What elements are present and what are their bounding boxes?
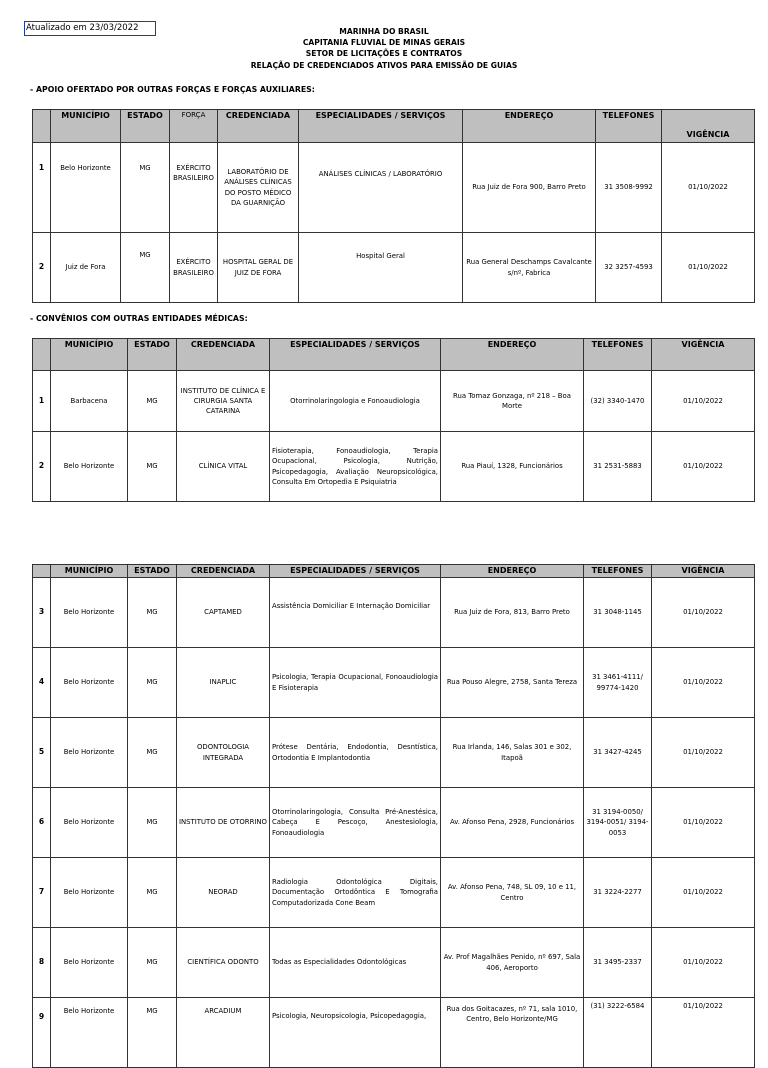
cell-vigencia: 01/10/2022 xyxy=(662,233,755,303)
cell-credenciada: ODONTOLOGIA INTEGRADA xyxy=(177,718,270,788)
cell-especialidades: Hospital Geral xyxy=(299,233,463,303)
table-row xyxy=(33,578,755,648)
row-index: 6 xyxy=(33,788,51,858)
table-row xyxy=(33,858,755,928)
col-estado: ESTADO xyxy=(128,565,177,578)
col-credenciada: CREDENCIADA xyxy=(177,339,270,371)
cell-especialidades: Otorrinolaringologia, Consulta Pré-Anestésica, Cabeça E Pescoço, Anestesiologia, Fonoaudiologia xyxy=(270,788,441,858)
cell-estado: MG xyxy=(121,233,170,303)
cell-especialidades: Psicologia, Neuropsicologia, Psicopedagogia, xyxy=(270,998,441,1068)
cell-endereco: Rua dos Goitacazes, nº 71, sala 1010, Centro, Belo Horizonte/MG xyxy=(441,998,584,1068)
col-vigencia: VIGÊNCIA xyxy=(662,110,755,143)
cell-municipio: Belo Horizonte xyxy=(51,858,128,928)
cell-vigencia: 01/10/2022 xyxy=(652,578,755,648)
cell-estado: MG xyxy=(128,998,177,1068)
table-row xyxy=(33,371,755,432)
index-header xyxy=(33,339,51,371)
cell-endereco: Av. Afonso Pena, 2928, Funcionários xyxy=(441,788,584,858)
cell-vigencia: 01/10/2022 xyxy=(652,858,755,928)
col-municipio: MUNICÍPIO xyxy=(51,110,121,143)
cell-credenciada: NEORAD xyxy=(177,858,270,928)
table-convenios xyxy=(32,338,755,502)
col-endereco: ENDEREÇO xyxy=(441,565,584,578)
cell-vigencia: 01/10/2022 xyxy=(652,432,755,502)
row-index: 9 xyxy=(33,998,51,1068)
header-line-3: SETOR DE LICITAÇÕES E CONTRATOS xyxy=(305,49,463,59)
cell-endereco: Rua Pouso Alegre, 2758, Santa Tereza xyxy=(441,648,584,718)
cell-municipio: Belo Horizonte xyxy=(51,928,128,998)
cell-municipio: Belo Horizonte xyxy=(51,578,128,648)
cell-municipio: Belo Horizonte xyxy=(51,432,128,502)
cell-credenciada: INAPLIC xyxy=(177,648,270,718)
table-convenios-continued xyxy=(32,564,755,1068)
col-telefones: TELEFONES xyxy=(584,339,652,371)
cell-especialidades: ANÁLISES CLÍNICAS / LABORATÓRIO xyxy=(299,143,463,233)
cell-credenciada: LABORATÓRIO DE ANÁLISES CLÍNICAS DO POSTO MÉDICO DA GUARNIÇÃO xyxy=(218,143,299,233)
cell-credenciada: HOSPITAL GERAL DE JUIZ DE FORA xyxy=(218,233,299,303)
cell-vigencia: 01/10/2022 xyxy=(652,648,755,718)
row-index: 4 xyxy=(33,648,51,718)
cell-vigencia: 01/10/2022 xyxy=(652,788,755,858)
col-vigencia: VIGÊNCIA xyxy=(652,565,755,578)
col-endereco: ENDEREÇO xyxy=(441,339,584,371)
document-header xyxy=(0,26,768,71)
cell-vigencia: 01/10/2022 xyxy=(652,371,755,432)
cell-estado: MG xyxy=(128,718,177,788)
cell-municipio: Belo Horizonte xyxy=(51,998,128,1068)
cell-telefones: 31 3508-9992 xyxy=(596,143,662,233)
index-header xyxy=(33,565,51,578)
col-telefones: TELEFONES xyxy=(596,110,662,143)
cell-endereco: Av. Afonso Pena, 748, SL 09, 10 e 11, Centro xyxy=(441,858,584,928)
row-index: 5 xyxy=(33,718,51,788)
cell-telefones: (32) 3340-1470 xyxy=(584,371,652,432)
cell-endereco: Rua General Deschamps Cavalcante s/nº, Fabrica xyxy=(463,233,596,303)
table-row xyxy=(33,718,755,788)
table-row xyxy=(33,788,755,858)
cell-vigencia: 01/10/2022 xyxy=(652,718,755,788)
row-index: 1 xyxy=(33,371,51,432)
header-line-1: MARINHA DO BRASIL xyxy=(339,27,429,36)
col-municipio: MUNICÍPIO xyxy=(51,565,128,578)
cell-municipio: Belo Horizonte xyxy=(51,648,128,718)
col-credenciada: CREDENCIADA xyxy=(218,110,299,143)
row-index: 1 xyxy=(33,143,51,233)
table-row xyxy=(33,648,755,718)
cell-especialidades: Assistência Domiciliar E Internação Domiciliar xyxy=(270,578,441,648)
cell-especialidades: Otorrinolaringologia e Fonoaudiologia xyxy=(270,371,441,432)
table-row xyxy=(33,998,755,1068)
cell-estado: MG xyxy=(121,143,170,233)
cell-vigencia: 01/10/2022 xyxy=(652,928,755,998)
updated-date-box: Atualizado em 23/03/2022 xyxy=(24,21,156,36)
col-vigencia: VIGÊNCIA xyxy=(652,339,755,371)
cell-telefones: 32 3257-4593 xyxy=(596,233,662,303)
cell-endereco: Rua Tomaz Gonzaga, nº 218 – Boa Morte xyxy=(441,371,584,432)
col-especialidades: ESPECIALIDADES / SERVIÇOS xyxy=(299,110,463,143)
cell-municipio: Barbacena xyxy=(51,371,128,432)
table-row xyxy=(33,928,755,998)
col-endereco: ENDEREÇO xyxy=(463,110,596,143)
cell-estado: MG xyxy=(128,432,177,502)
cell-estado: MG xyxy=(128,788,177,858)
col-estado: ESTADO xyxy=(128,339,177,371)
row-index: 3 xyxy=(33,578,51,648)
header-line-4: RELAÇÃO DE CREDENCIADOS ATIVOS PARA EMISSÃO DE GUIAS xyxy=(250,60,518,70)
col-estado: ESTADO xyxy=(121,110,170,143)
cell-telefones: 31 3194-0050/ 3194-0051/ 3194-0053 xyxy=(584,788,652,858)
cell-telefones: 31 3427-4245 xyxy=(584,718,652,788)
cell-vigencia: 01/10/2022 xyxy=(662,143,755,233)
cell-forca: EXÉRCITO BRASILEIRO xyxy=(170,143,218,233)
cell-credenciada: CIENTÍFICA ODONTO xyxy=(177,928,270,998)
col-especialidades: ESPECIALIDADES / SERVIÇOS xyxy=(270,565,441,578)
cell-credenciada: INSTITUTO DE CLÍNICA E CIRURGIA SANTA CATARINA xyxy=(177,371,270,432)
table-row xyxy=(33,143,755,233)
col-telefones: TELEFONES xyxy=(584,565,652,578)
cell-municipio: Belo Horizonte xyxy=(51,718,128,788)
row-index: 2 xyxy=(33,233,51,303)
cell-estado: MG xyxy=(128,928,177,998)
cell-estado: MG xyxy=(128,858,177,928)
cell-telefones: 31 3224-2277 xyxy=(584,858,652,928)
table-header-row xyxy=(33,110,755,143)
cell-telefones: 31 2531-5883 xyxy=(584,432,652,502)
table-header-row xyxy=(33,565,755,578)
cell-telefones: 31 3495-2337 xyxy=(584,928,652,998)
col-forca: FORÇA xyxy=(170,110,218,143)
cell-endereco: Rua Piauí, 1328, Funcionários xyxy=(441,432,584,502)
table-forces xyxy=(32,109,755,303)
cell-forca: EXÉRCITO BRASILEIRO xyxy=(170,233,218,303)
col-especialidades: ESPECIALIDADES / SERVIÇOS xyxy=(270,339,441,371)
cell-credenciada: ARCADIUM xyxy=(177,998,270,1068)
row-index: 7 xyxy=(33,858,51,928)
row-index: 8 xyxy=(33,928,51,998)
table-row xyxy=(33,432,755,502)
index-header xyxy=(33,110,51,143)
col-municipio: MUNICÍPIO xyxy=(51,339,128,371)
cell-credenciada: CAPTAMED xyxy=(177,578,270,648)
cell-telefones: 31 3461-4111/ 99774-1420 xyxy=(584,648,652,718)
cell-credenciada: INSTITUTO DE OTORRINO xyxy=(177,788,270,858)
cell-estado: MG xyxy=(128,578,177,648)
section1-title: - APOIO OFERTADO POR OUTRAS FORÇAS E FORÇAS AUXILIARES: xyxy=(30,85,315,94)
section2-title: - CONVÊNIOS COM OUTRAS ENTIDADES MÉDICAS: xyxy=(30,314,248,323)
cell-municipio: Juiz de Fora xyxy=(51,233,121,303)
cell-telefones: 31 3048-1145 xyxy=(584,578,652,648)
table-header-row xyxy=(33,339,755,371)
cell-estado: MG xyxy=(128,371,177,432)
cell-vigencia: 01/10/2022 xyxy=(652,998,755,1068)
row-index: 2 xyxy=(33,432,51,502)
cell-credenciada: CLÍNICA VITAL xyxy=(177,432,270,502)
cell-municipio: Belo Horizonte xyxy=(51,788,128,858)
cell-telefones: (31) 3222-6584 xyxy=(584,998,652,1068)
cell-especialidades: Radiologia Odontológica Digitais, Documentação Ortodôntica E Tomografia Computadorizada Cone Beam xyxy=(270,858,441,928)
table-row xyxy=(33,233,755,303)
cell-endereco: Av. Prof Magalhães Penido, nº 697, Sala 406, Aeroporto xyxy=(441,928,584,998)
cell-municipio: Belo Horizonte xyxy=(51,143,121,233)
cell-endereco: Rua Irlanda, 146, Salas 301 e 302, Itapoã xyxy=(441,718,584,788)
col-credenciada: CREDENCIADA xyxy=(177,565,270,578)
cell-especialidades: Fisioterapia, Fonoaudiologia, Terapia Ocupacional, Psicologia, Nutrição, Psicopedagogia, Avaliação Neuropsicológica, Consulta Em Ortopedia E Psiquiatria xyxy=(270,432,441,502)
cell-especialidades: Psicologia, Terapia Ocupacional, Fonoaudiologia E Fisioterapia xyxy=(270,648,441,718)
cell-especialidades: Prótese Dentária, Endodontia, Desntística, Ortodontia E Implantodontia xyxy=(270,718,441,788)
cell-endereco: Rua Juiz de Fora, 813, Barro Preto xyxy=(441,578,584,648)
cell-endereco: Rua Juiz de Fora 900, Barro Preto xyxy=(463,143,596,233)
cell-estado: MG xyxy=(128,648,177,718)
header-line-2: CAPITANIA FLUVIAL DE MINAS GERAIS xyxy=(302,38,466,48)
cell-especialidades: Todas as Especialidades Odontológicas xyxy=(270,928,441,998)
